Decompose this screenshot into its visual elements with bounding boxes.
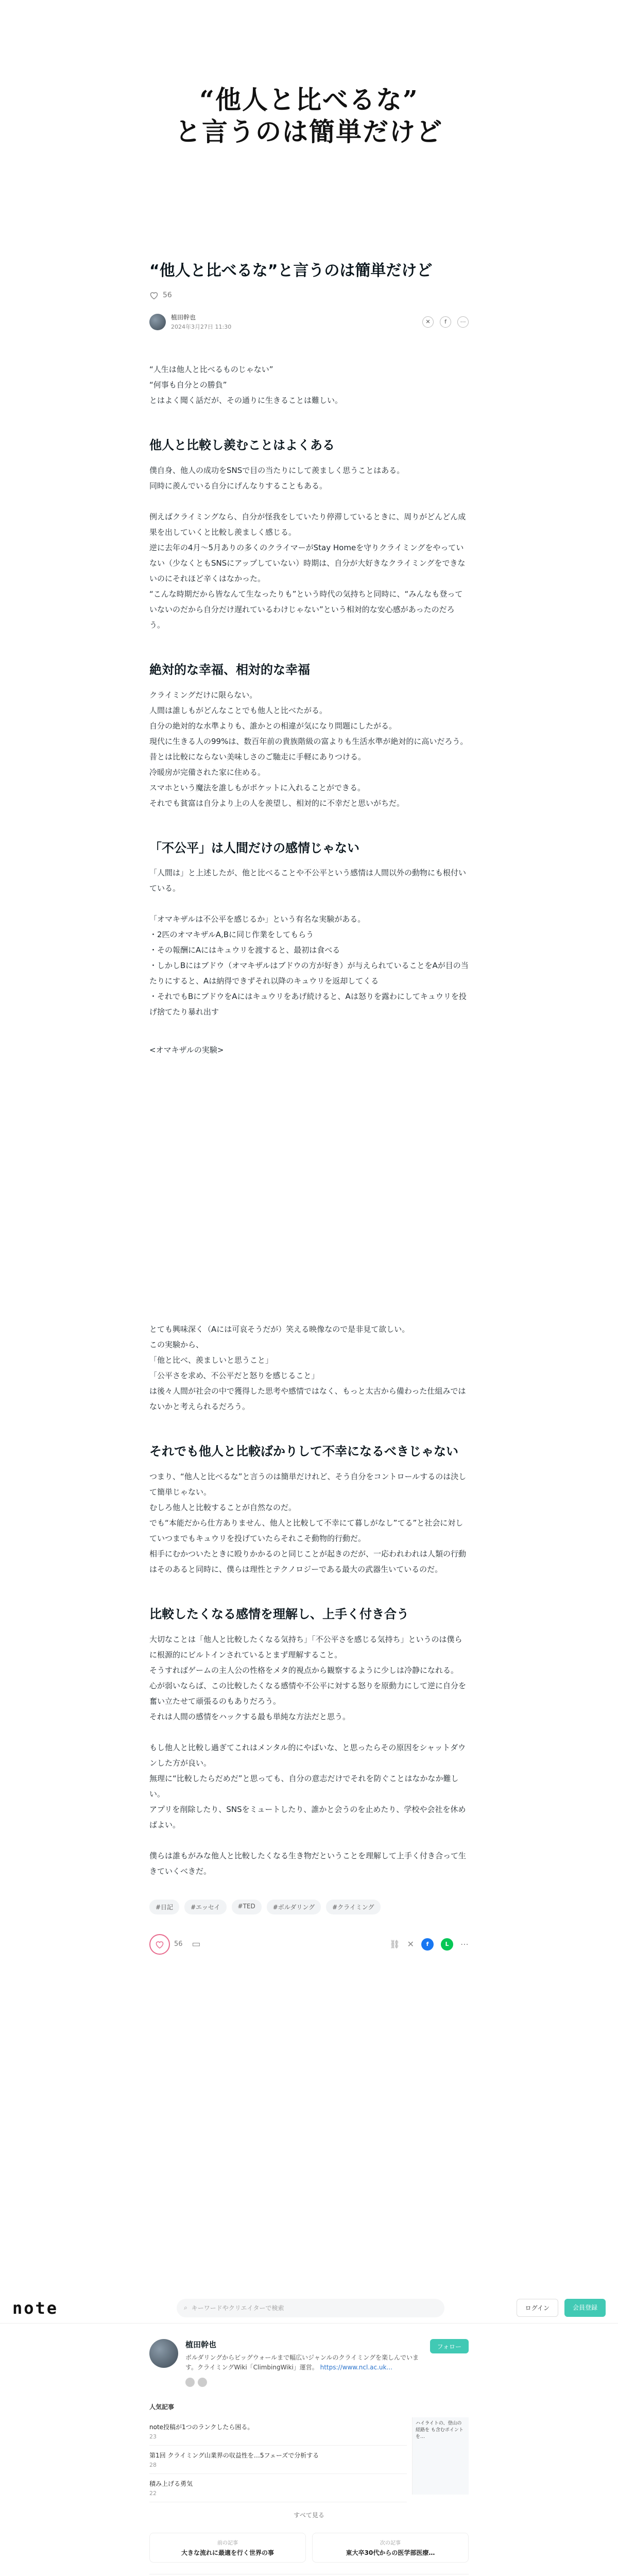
popular-item[interactable] [149, 2446, 407, 2474]
x-share-icon[interactable]: ✕ [407, 1939, 414, 1950]
paragraph: ・その報酬にAにはキュウリを渡すると、最初は食べる [149, 945, 340, 955]
next-label: 次の記事 [380, 2540, 401, 2547]
popular-title: 人気記事 [149, 2403, 175, 2411]
publish-date: 2024年3月27日 11:30 [171, 324, 232, 330]
comment-icon[interactable]: ▭ [192, 1939, 201, 1950]
creator-profile [149, 2339, 469, 2387]
more-share-icon[interactable]: ⋯ [457, 316, 469, 328]
paragraph: ・それでもBにブドウをAにはキュウリをあげ続けると、Aは怒りを露わにしてキュウリを投げ捨てたり暴れ出す [149, 992, 467, 1017]
video-caption: <オマキザルの実験> [149, 1045, 224, 1055]
popular-thumbnail[interactable]: ハイライトの、登山の経路を も含むポイントを… [412, 2417, 469, 2495]
follow-button[interactable]: フォロー [430, 2339, 469, 2353]
paragraph: 相手にむかついたときに殴りかかるのと同じことが起きのだが、一応われわれは人類の行動はそのあると同時に、僕らは理性とテクノロジーである最大の武器生いているのだ。 [149, 1549, 467, 1574]
popular-item-likes: 22 [149, 2490, 157, 2497]
paragraph: とても興味深く（Aには可哀そうだが）笑える映像なので是非見て欲しい。 [149, 1325, 410, 1334]
comment-note [149, 2574, 469, 2576]
hero-line-2: と言うのは簡単だけど [175, 116, 443, 147]
paragraph: つまり、“他人と比べるな”と言うのは簡単だけれど、そう自分をコントロールするのは決して簡単じゃない。 [149, 1472, 467, 1497]
paragraph: “こんな時期だから皆なんて生なったりも”という時代の気持ちと同時に、“みんなも登っていないのだから自分だけ遅れているわけじゃない”という相対的な安心感があったのだろう。 [149, 589, 463, 630]
paragraph: 「人間は」と上述したが、他と比べることや不公平という感情は人間以外の動物にも根付いている。 [149, 868, 467, 893]
lower-section [149, 2334, 469, 2576]
tag[interactable]: #TED [232, 1900, 262, 1914]
login-button[interactable]: ログイン [517, 2299, 558, 2317]
search-placeholder: キーワードやクリエイターで検索 [191, 2304, 284, 2312]
hero-line-1: “他人と比べるな” [199, 84, 419, 115]
x-icon[interactable] [185, 2378, 195, 2387]
paragraph: スマホという魔法を誰しもがポケットに入れることができる。 [149, 783, 365, 792]
paragraph: 「オマキザルは不公平を感じるか」という有名な実験がある。 [149, 914, 366, 924]
popular-item-title: 第1回 クライミング山業界の収益性を…5フェーズで分析する [149, 2452, 319, 2460]
paragraph: クライミングだけに限らない。 [149, 690, 258, 700]
paragraph: でも“本能だから仕方ありません、他人と比較して不幸にて暮しがなし”てる”と社会に対していつまでもキュウリを投げていたらそれこそ動物的行動だ。 [149, 1518, 464, 1544]
embedded-video[interactable] [149, 1072, 469, 1314]
paragraph: 「他と比べ、羨ましいと思うこと」 [149, 1355, 273, 1365]
paragraph: 「公平さを求め、不公平だと怒りを感じること」 [149, 1371, 319, 1381]
intro [149, 362, 469, 408]
nav-right [517, 2299, 606, 2317]
paragraph: それでも貧富は自分より上の人を羨望し、相対的に不幸だと思いがちだ。 [149, 798, 405, 808]
paragraph: 同時に羨んでいる自分にげんなりすることもある。 [149, 481, 328, 490]
creator-avatar[interactable] [149, 2339, 178, 2368]
popular-item[interactable] [149, 2474, 407, 2502]
paragraph: 冷暖房が完備された家に住める。 [149, 767, 266, 777]
paragraph: ・しかしBにはブドウ（オマキザルはブドウの方が好き）が与えられていることをAが目の当たりにすると、Aは納得できずそれ以降のキュウリを返却してくる [149, 961, 469, 986]
paragraph: この実験から、 [149, 1340, 204, 1350]
paragraph: 無理に“比較したらだめだ”と思っても、自分の意志だけでそれを防ぐことはなかなか難しい。 [149, 1773, 459, 1799]
paragraph: 逆に去年の4月〜5月ありの多くのクライマーがStay Homeを守りクライミングをやっていない（少なくともSNSにアップしていない）時期は、自分が大好きなクライミングをできないのにそれほど辛くはなかった。 [149, 543, 466, 583]
article-title: “他人と比べるな”と言うのは簡単だけど [149, 262, 433, 280]
paragraph: そうすればゲームの主人公の性格をメタ的視点から観察するように少しは冷静になれる。 [149, 1665, 459, 1675]
paragraph: 自分の絶対的な水準よりも、誰かとの相違が気になり問題にしたがる。 [149, 721, 397, 731]
creator-bio [185, 2353, 424, 2372]
navbar [0, 2293, 618, 2324]
tag[interactable]: #クライミング [326, 1900, 380, 1914]
article-pager [149, 2533, 469, 2563]
popular-list-wrap [149, 2417, 469, 2502]
action-bar [149, 1934, 469, 1970]
social-icons [185, 2378, 424, 2387]
next-article[interactable] [312, 2533, 469, 2563]
paragraph: 例えばクライミングなら、自分が怪我をしていたり停滞しているときに、周りがどんどん成果を出していくと比較し羨ましく感じる。 [149, 512, 466, 537]
more-icon[interactable]: ⋯ [460, 1939, 469, 1950]
article [149, 260, 469, 1970]
popular-item-likes: 23 [149, 2433, 157, 2441]
paragraph: は後々人間が社会の中で獲得した思考や感情ではなく、もっと太古から備わった仕組みではないかと考えられるだろう。 [149, 1386, 466, 1412]
creator-name[interactable]: 植田幹也 [185, 2340, 217, 2349]
paragraph: もし他人と比較し過ぎてこれはメンタル的にやばいな、と思ったらその原因をシャットダウンした方が良い。 [149, 1742, 466, 1768]
note-logo[interactable]: note [12, 2298, 59, 2318]
tag-list [149, 1900, 469, 1914]
search-icon: ⌕ [184, 2304, 187, 2311]
author-meta [171, 313, 231, 331]
facebook-share-icon[interactable]: f [421, 1938, 434, 1951]
author-name[interactable]: 植田幹也 [171, 314, 196, 321]
search-input[interactable] [177, 2299, 444, 2317]
bio-link[interactable]: https://www.ncl.ac.uk... [320, 2364, 392, 2371]
heart-icon[interactable] [149, 291, 159, 299]
prev-article[interactable] [149, 2533, 306, 2563]
paragraph: それは人間の感情をハックする最も単純な方法だと思う。 [149, 1711, 351, 1721]
link-icon[interactable]: ⛓ [389, 1939, 400, 1950]
paragraph: 心が弱いならば、この比較したくなる感情や不公平に対する怒りを原動力にして逆に自分を奮い立たせて頑張るのもありだろう。 [149, 1681, 467, 1706]
tag[interactable]: #エッセイ [184, 1900, 226, 1914]
action-like-count: 56 [174, 1940, 183, 1948]
line-share-icon[interactable]: L [441, 1938, 453, 1951]
profile-body [185, 2339, 424, 2387]
like-row [149, 291, 469, 299]
prev-label: 前の記事 [217, 2540, 238, 2547]
paragraph: 大切なことは「他人と比較したくなる気持ち」「不公平さを感じる気持ち」というのは僕らに根源的にビルトインされているとまず理解すること。 [149, 1634, 462, 1659]
bio-text: ボルダリングからビッグウォールまで幅広いジャンルのクライミングを楽しんでいます。クライミングWiki「ClimbingWiki」運営。 [185, 2354, 419, 2371]
action-right [389, 1938, 469, 1951]
instagram-icon[interactable] [198, 2378, 207, 2387]
author-row [149, 313, 469, 331]
section-heading: 他人と比較し羨むことはよくある [149, 438, 335, 452]
prev-title: 大きな流れに最適を行く世界の事 [181, 2549, 274, 2557]
like-button[interactable] [149, 1934, 170, 1955]
paragraph: 人間は誰しもがどんなことでも他人と比べたがる。 [149, 705, 328, 715]
popular-item-likes: 28 [149, 2462, 157, 2469]
paragraph: アプリを削除したり、SNSをミュートしたり、誰かと会うのを止めたり、学校や会社を休めばよい。 [149, 1804, 466, 1829]
like-count: 56 [163, 291, 172, 299]
signup-button[interactable]: 会員登録 [564, 2299, 606, 2317]
intro-line: “人生は他人と比べるものじゃない” [149, 365, 273, 374]
intro-line: “何事も自分との勝負” [149, 380, 227, 389]
tag[interactable]: #日記 [149, 1900, 179, 1914]
see-all-link[interactable]: すべて見る [294, 2512, 324, 2519]
paragraph: 現代に生きる人の99%は、数百年前の貴族階級の富よりも生活水準が絶対的に高いだろう。 [149, 736, 468, 746]
section-heading: それでも他人と比較ばかりして不幸になるべきじゃない [149, 1444, 458, 1459]
paragraph: 僕らは誰もがみな他人と比較したくなる生き物だということを理解して上手く付き合って生きていくべきだ。 [149, 1851, 467, 1876]
section-heading: 「不公平」は人間だけの感情じゃない [149, 840, 359, 855]
share-icons [422, 316, 469, 328]
paragraph: ・2匹のオマキザルA,Bに同じ作業をしてもらう [149, 930, 314, 940]
next-title: 東大卒30代からの医学部医療… [346, 2549, 435, 2557]
section-heading: 絶対的な幸福、相対的な幸福 [149, 662, 310, 677]
tag[interactable]: #ボルダリング [267, 1900, 321, 1914]
hero-title-image [0, 0, 618, 232]
paragraph: むしろ他人と比較することが自然なのだ。 [149, 1503, 297, 1513]
popular-item[interactable] [149, 2417, 407, 2446]
popular-item-title: note投稿が1つのランクしたら困る。 [149, 2424, 254, 2431]
popular-list [149, 2417, 407, 2502]
author-avatar[interactable] [149, 314, 166, 330]
section-heading: 比較したくなる感情を理解し、上手く付き合う [149, 1607, 409, 1622]
facebook-share-icon[interactable]: f [440, 316, 451, 328]
popular-item-title: 積み上げる勇気 [149, 2480, 193, 2488]
intro-line: とはよく聞く話だが、その通りに生きることは難しい。 [149, 396, 343, 405]
paragraph: 僕自身、他人の成功をSNSで目の当たりにして羨ましく思うことはある。 [149, 465, 405, 475]
paragraph: 昔とは比較にならない美味しさのご馳走に手軽にありつける。 [149, 752, 366, 761]
x-share-icon[interactable]: ✕ [422, 316, 434, 328]
heart-icon [155, 1940, 164, 1948]
